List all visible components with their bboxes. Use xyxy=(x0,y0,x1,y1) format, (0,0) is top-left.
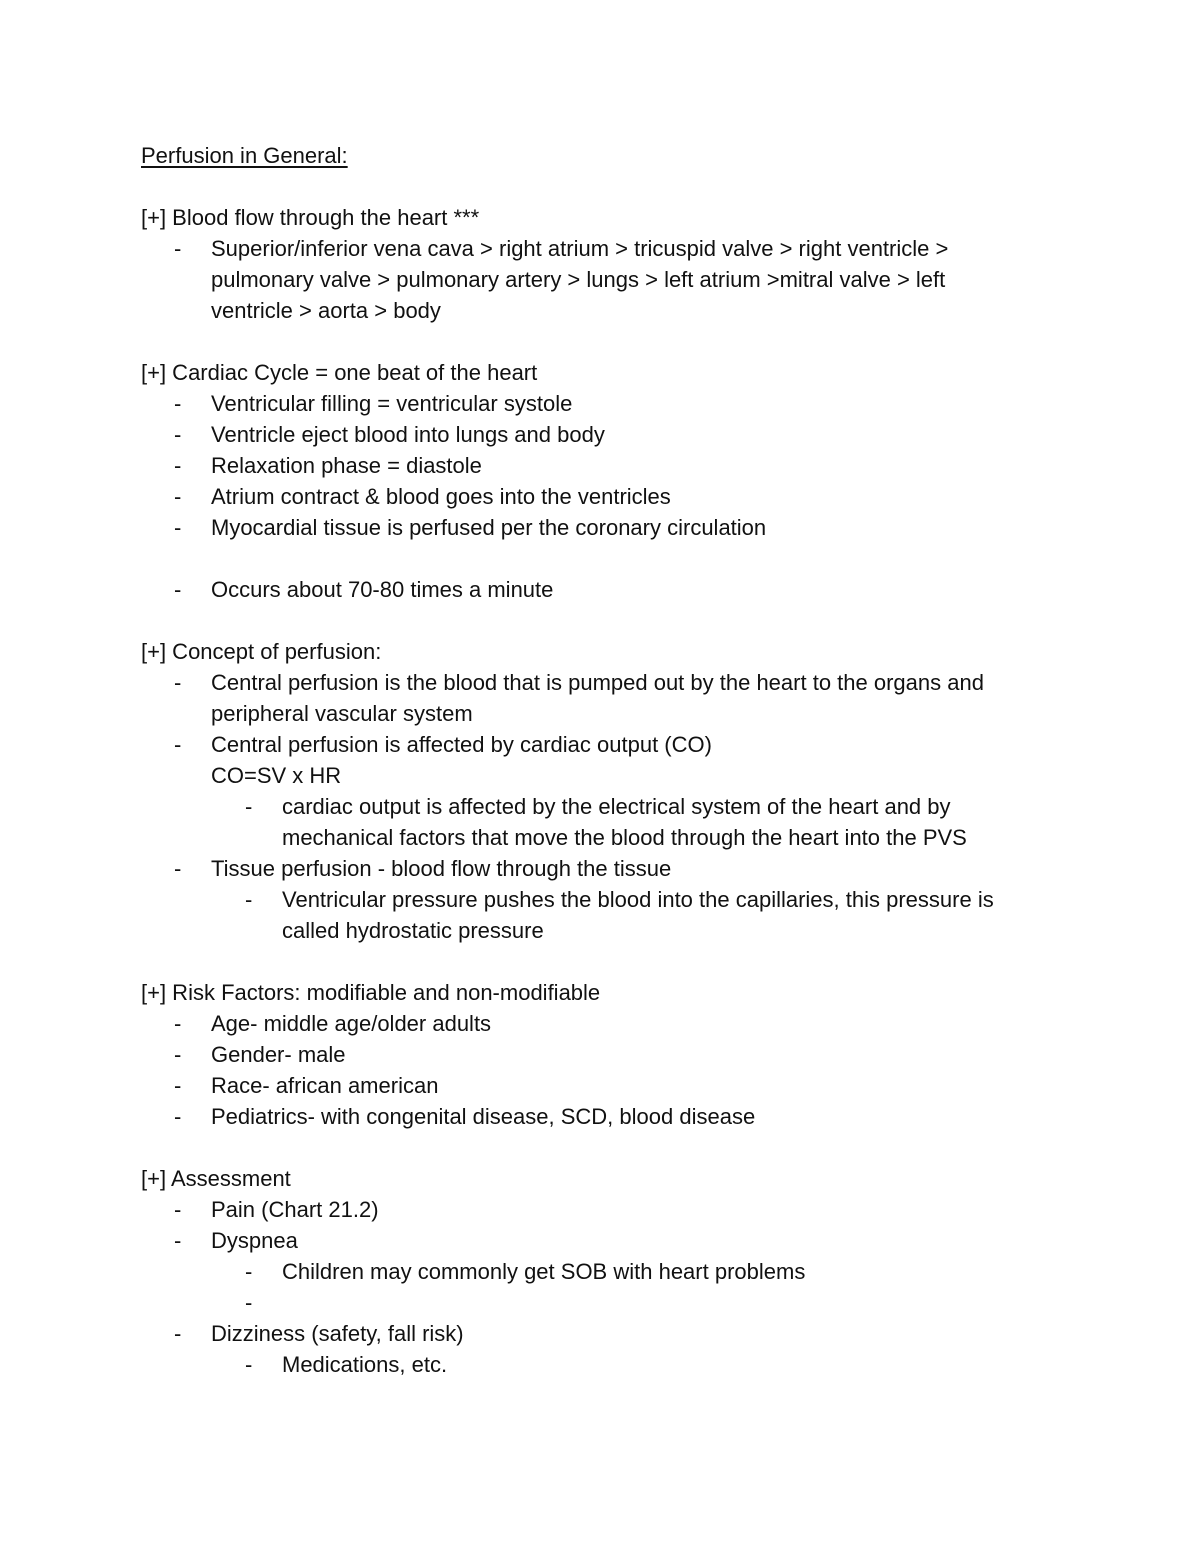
section-heading-concept-of-perfusion: [+] Concept of perfusion: xyxy=(141,639,382,664)
sub-list-item xyxy=(141,1256,1061,1287)
section-heading-assessment: [+] Assessment xyxy=(141,1166,291,1191)
bullet-dash: - xyxy=(245,1352,253,1377)
list-item xyxy=(141,1070,1061,1101)
spacer xyxy=(141,946,1061,977)
bullet-dash: - xyxy=(245,794,253,819)
list-item-text: Superior/inferior vena cava > right atrium > tricuspid valve > right ventricle > xyxy=(211,236,949,261)
list-item-text: Atrium contract & blood goes into the ventricles xyxy=(211,484,671,509)
list-item xyxy=(141,450,1061,481)
list-item-text: Children may commonly get SOB with heart problems xyxy=(282,1259,806,1284)
list-item-text: Ventricular pressure pushes the blood into the capillaries, this pressure is xyxy=(282,887,994,912)
bullet-dash: - xyxy=(174,391,182,416)
list-item-text: Ventricle eject blood into lungs and body xyxy=(211,422,605,447)
list-item xyxy=(141,419,1061,450)
bullet-dash: - xyxy=(174,1321,182,1346)
bullet-dash: - xyxy=(174,484,182,509)
list-item-text: cardiac output is affected by the electrical system of the heart and by xyxy=(282,794,951,819)
page-title: Perfusion in General: xyxy=(141,143,348,168)
list-item-text xyxy=(282,1287,1061,1318)
bullet-dash: - xyxy=(174,1073,182,1098)
sub-list-item xyxy=(141,884,1061,946)
list-item xyxy=(141,1008,1061,1039)
list-item xyxy=(141,1101,1061,1132)
bullet-dash: - xyxy=(174,236,182,261)
formula-line: CO=SV x HR xyxy=(211,763,342,788)
list-item xyxy=(141,1194,1061,1225)
list-item-text: Race- african american xyxy=(211,1073,439,1098)
list-item-text: Pediatrics- with congenital disease, SCD, blood disease xyxy=(211,1104,756,1129)
list-item xyxy=(141,512,1061,543)
list-item-text: Dizziness (safety, fall risk) xyxy=(211,1321,464,1346)
list-item-text: Age- middle age/older adults xyxy=(211,1011,492,1036)
list-item-text: Myocardial tissue is perfused per the coronary circulation xyxy=(211,515,767,540)
list-item-text: Tissue perfusion - blood flow through the tissue xyxy=(211,856,672,881)
list-item xyxy=(141,729,1061,791)
bullet-dash: - xyxy=(174,1197,182,1222)
bullet-dash: - xyxy=(174,453,182,478)
list-item xyxy=(141,388,1061,419)
list-item xyxy=(141,1225,1061,1256)
bullet-dash: - xyxy=(174,1228,182,1253)
sub-list-item xyxy=(141,1287,1061,1318)
bullet-dash: - xyxy=(174,577,182,602)
spacer xyxy=(141,1132,1061,1163)
spacer xyxy=(141,171,1061,202)
spacer xyxy=(141,326,1061,357)
list-item xyxy=(141,667,1061,729)
bullet-dash: - xyxy=(174,422,182,447)
bullet-dash: - xyxy=(174,856,182,881)
list-item-text: Central perfusion is affected by cardiac output (CO) xyxy=(211,732,712,757)
list-item xyxy=(141,481,1061,512)
list-item-continuation: ventricle > aorta > body xyxy=(211,298,441,323)
list-item xyxy=(141,233,1061,326)
section-heading-cardiac-cycle: [+] Cardiac Cycle = one beat of the heart xyxy=(141,360,538,385)
document-body xyxy=(141,140,1061,1380)
spacer xyxy=(141,543,1061,574)
bullet-dash: - xyxy=(174,1011,182,1036)
spacer xyxy=(141,605,1061,636)
list-item-continuation: mechanical factors that move the blood through the heart into the PVS xyxy=(282,825,967,850)
list-item-text: Medications, etc. xyxy=(282,1352,448,1377)
list-item-continuation: peripheral vascular system xyxy=(211,701,473,726)
list-item xyxy=(141,853,1061,884)
list-item xyxy=(141,574,1061,605)
section-heading-risk-factors: [+] Risk Factors: modifiable and non-modifiable xyxy=(141,980,601,1005)
bullet-dash: - xyxy=(174,670,182,695)
list-item-text: Pain (Chart 21.2) xyxy=(211,1197,379,1222)
list-item xyxy=(141,1039,1061,1070)
bullet-dash: - xyxy=(245,1259,253,1284)
bullet-dash: - xyxy=(174,515,182,540)
list-item-text: Relaxation phase = diastole xyxy=(211,453,482,478)
list-item-text: Central perfusion is the blood that is pumped out by the heart to the organs and xyxy=(211,670,984,695)
list-item xyxy=(141,1318,1061,1349)
bullet-dash: - xyxy=(245,887,253,912)
section-heading-blood-flow: [+] Blood flow through the heart *** xyxy=(141,205,480,230)
sub-list-item xyxy=(141,791,1061,853)
list-item-continuation: called hydrostatic pressure xyxy=(282,918,544,943)
list-item-text: Occurs about 70-80 times a minute xyxy=(211,577,554,602)
bullet-dash: - xyxy=(174,732,182,757)
list-item-continuation: pulmonary valve > pulmonary artery > lungs > left atrium >mitral valve > left xyxy=(211,267,946,292)
list-item-text: Ventricular filling = ventricular systole xyxy=(211,391,573,416)
bullet-dash: - xyxy=(245,1290,253,1315)
list-item-text: Gender- male xyxy=(211,1042,346,1067)
bullet-dash: - xyxy=(174,1104,182,1129)
bullet-dash: - xyxy=(174,1042,182,1067)
sub-list-item xyxy=(141,1349,1061,1380)
list-item-text: Dyspnea xyxy=(211,1228,298,1253)
